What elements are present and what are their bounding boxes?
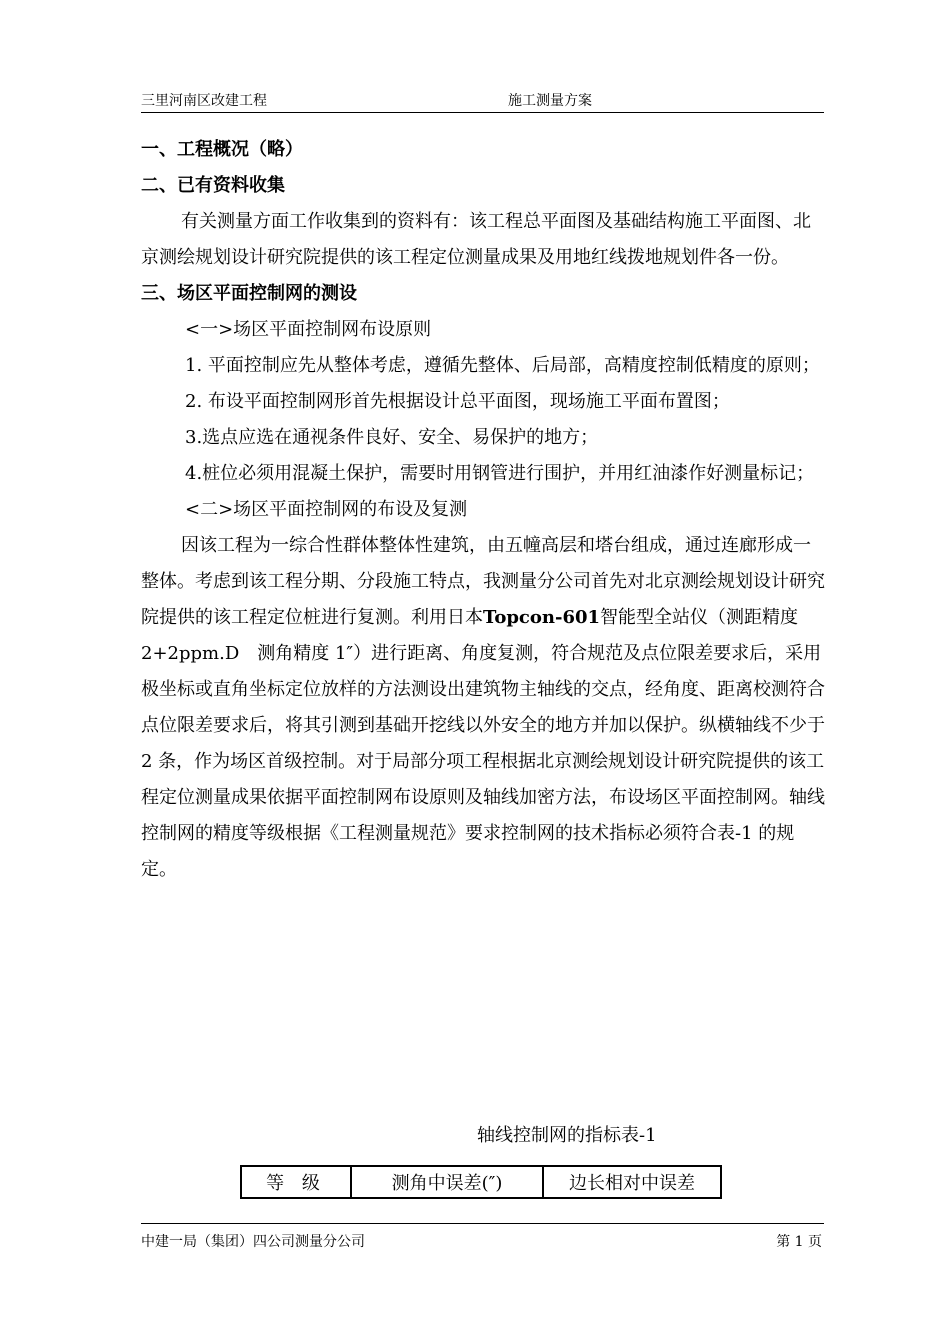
survey-paragraph [141, 528, 826, 888]
principle-item-1: 1. 平面控制应先从整体考虑，遵循先整体、后局部，高精度控制低精度的原则； [185, 355, 820, 376]
table-caption: 轴线控制网的指标表-1 [477, 1125, 657, 1146]
principle-item-3: 3.选点应选在通视条件良好、安全、易保护的地方； [185, 427, 599, 448]
control-network-table [240, 1165, 722, 1199]
header-side-relative-error: 边长相对中误差 [543, 1166, 721, 1198]
page-header [141, 92, 824, 113]
section-heading-3: 三、场区平面控制网的测设 [141, 283, 357, 304]
section-heading-2: 二、已有资料收集 [141, 175, 285, 196]
header-angle-error: 测角中误差(″) [351, 1166, 543, 1198]
subsection-heading-2: <二>场区平面控制网的布设及复测 [185, 499, 468, 520]
subsection-heading-1: <一>场区平面控制网布设原则 [185, 319, 432, 340]
header-project-name: 三里河南区改建工程 [141, 93, 267, 109]
header-doc-title: 施工测量方案 [508, 93, 592, 109]
instrument-model: Topcon-601 [483, 607, 601, 628]
page-footer [141, 1223, 824, 1251]
survey-text-part-2: 智能型全站仪（测距精度 2+2ppm.D 测角精度 1″）进行距离、角度复测，符合规范及点位限差要求后，采用极坐标或直角坐标定位放样的方法测设出建筑物主轴线的交点，经角度、距离校测符合点位限差要求后，将其引测到基础开挖线以外安全的地方并加以保护。纵横轴线不少于 2 条，作为场区首级控制。对于局部分项工程根据北京测绘规划设计研究院提供的该工程定位测量成果依据平面控制网布设原则及轴线加密方法，布设场区平面控制网。轴线控制网的精度等级根据《工程测量规范》要求控制网的技术指标必须符合表-1 的规定。 [141, 607, 825, 880]
principle-item-4: 4.桩位必须用混凝土保护，需要时用钢管进行围护，并用红油漆作好测量标记； [185, 463, 815, 484]
footer-company: 中建一局（集团）四公司测量分公司 [141, 1234, 365, 1250]
section-2-paragraph: 有关测量方面工作收集到的资料有：该工程总平面图及基础结构施工平面图、北京测绘规划设计研究院提供的该工程定位测量成果及用地红线拨地规划件各一份。 [141, 211, 811, 268]
header-grade: 等 级 [241, 1166, 351, 1198]
principle-item-2: 2. 布设平面控制网形首先根据设计总平面图，现场施工平面布置图； [185, 391, 730, 412]
footer-page-number: 第 1 页 [776, 1234, 822, 1250]
table-header-row [241, 1166, 721, 1198]
document-body [141, 132, 826, 888]
section-heading-1: 一、工程概况（略） [141, 139, 303, 160]
survey-text-part-1: 因该工程为一综合性群体整体性建筑，由五幢高层和塔台组成，通过连廊形成一整体。考虑到该工程分期、分段施工特点，我测量分公司首先对北京测绘规划设计研究院提供的该工程定位桩进行复测。利用日本 [141, 535, 825, 628]
